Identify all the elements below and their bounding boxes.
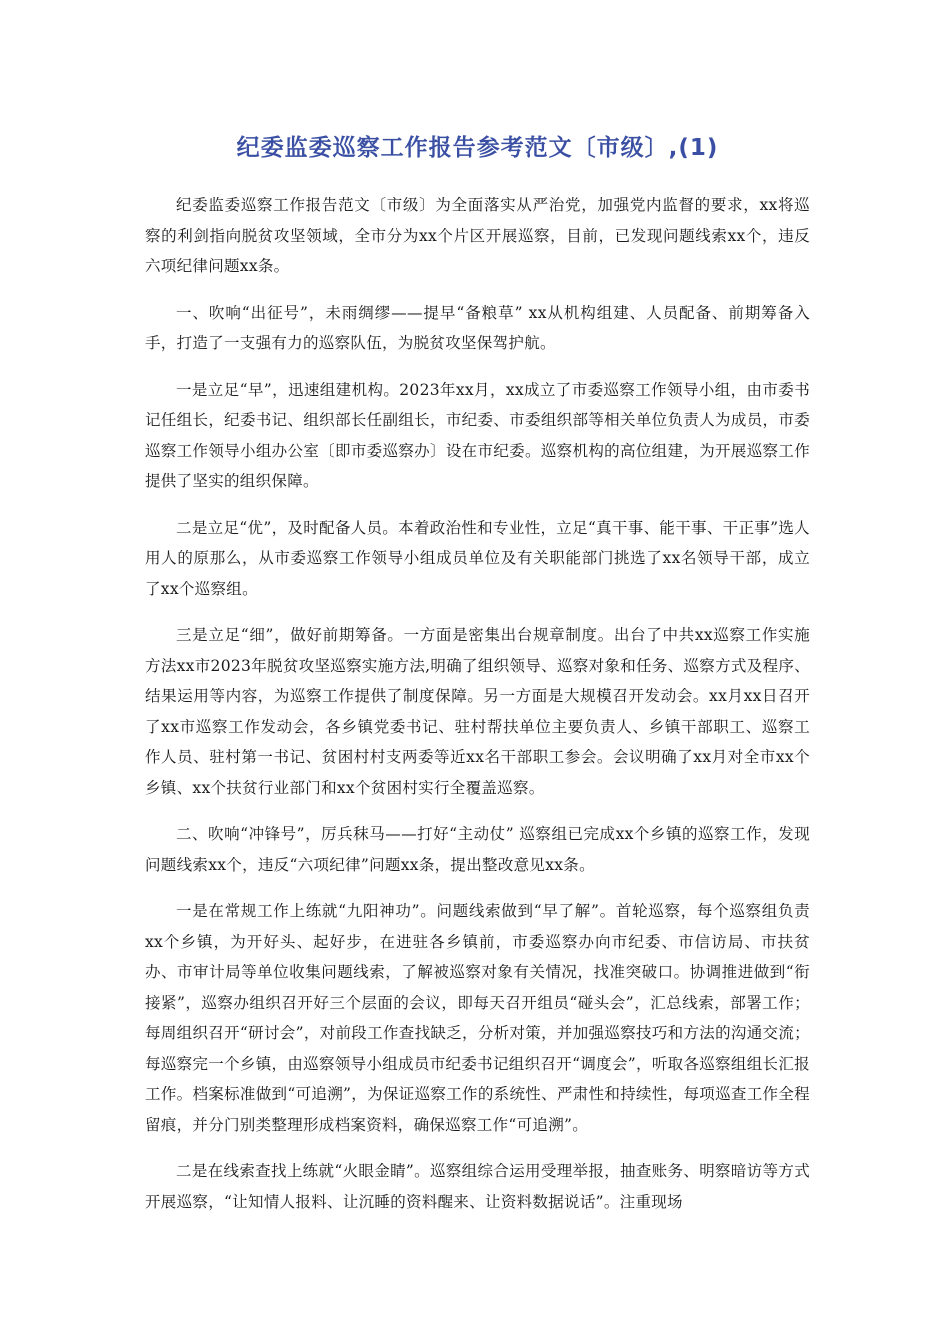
paragraph-point-early: 一是立足“早”，迅速组建机构。2023年xx月，xx成立了市委巡察工作领导小组，由市委书记任组长，纪委书记、组织部长任副组长，市纪委、市委组织部等相关单位负责人为成员，市委巡察工作领导小组办公室〔即市委巡察办〕设在市纪委。巡察机构的高位组建，为开展巡察工作提供了坚实的组织保障。 (145, 380, 810, 490)
paragraph-point-detail: 三是立足“细”，做好前期筹备。一方面是密集出台规章制度。出台了中共xx巡察工作实施方法xx市2023年脱贫攻坚巡察实施方法,明确了组织领导、巡察对象和任务、巡察方式及程序、结果运用等内容，为巡察工作提供了制度保障。另一方面是大规模召开发动会。xx月xx日召开了xx市巡察工作发动会，各乡镇党委书记、驻村帮扶单位主要负责人、乡镇干部职工、巡察工作人员、驻村第一书记、贫困村村支两委等近xx名干部职工参会。会议明确了xx月对全市xx个乡镇、xx个扶贫行业部门和xx个贫困村实行全覆盖巡察。 (145, 626, 810, 797)
paragraph-point-quality: 二是立足“优”，及时配备人员。本着政治性和专业性，立足“真干事、能干事、干正事”选人用人的原那么，从市委巡察工作领导小组成员单位及有关职能部门挑选了xx名领导干部，成立了xx个巡察组。 (145, 518, 810, 598)
paragraph-intro: 纪委监委巡察工作报告范文〔市级〕为全面落实从严治党，加强党内监督的要求，xx将巡察的利剑指向脱贫攻坚领域，全市分为xx个片区开展巡察，目前，已发现问题线索xx个，违反六项纪律问题xx条。 (145, 196, 810, 275)
paragraph-section-2: 二、吹响“冲锋号”，厉兵秣马——打好“主动仗” 巡察组已完成xx个乡镇的巡察工作，发现问题线索xx个，违反“六项纪律”问题xx条，提出整改意见xx条。 (145, 825, 810, 874)
document-title: 纪委监委巡察工作报告参考范文〔市级〕,(1) (236, 135, 719, 161)
paragraph-clue-search: 二是在线索查找上练就“火眼金睛”。巡察组综合运用受理举报，抽查账务、明察暗访等方式开展巡察，“让知情人报料、让沉睡的资料醒来、让资料数据说话”。注重现场 (145, 1162, 810, 1211)
paragraph-section-1: 一、吹响“出征号”，未雨绸缪——提早“备粮草” xx从机构组建、人员配备、前期筹备入手，打造了一支强有力的巡察队伍，为脱贫攻坚保驾护航。 (145, 303, 810, 352)
paragraph-routine-work: 一是在常规工作上练就“九阳神功”。问题线索做到“早了解”。首轮巡察，每个巡察组负责xx个乡镇，为开好头、起好步，在进驻各乡镇前，市委巡察办向市纪委、市信访局、市扶贫办、市审计局等单位收集问题线索，了解被巡察对象有关情况，找准突破口。协调推进做到“衔接紧”，巡察办组织召开好三个层面的会议，即每天召开组员“碰头会”，汇总线索，部署工作；每周组织召开“研讨会”，对前段工作查找缺乏，分析对策，并加强巡察技巧和方法的沟通交流；每巡察完一个乡镇，由巡察领导小组成员市纪委书记组织召开“调度会”，听取各巡察组组长汇报工作。档案标准做到“可追溯”，为保证巡察工作的系统性、严肃性和持续性，每项巡查工作全程留痕，并分门别类整理形成档案资料，确保巡察工作“可追溯”。 (145, 902, 810, 1134)
